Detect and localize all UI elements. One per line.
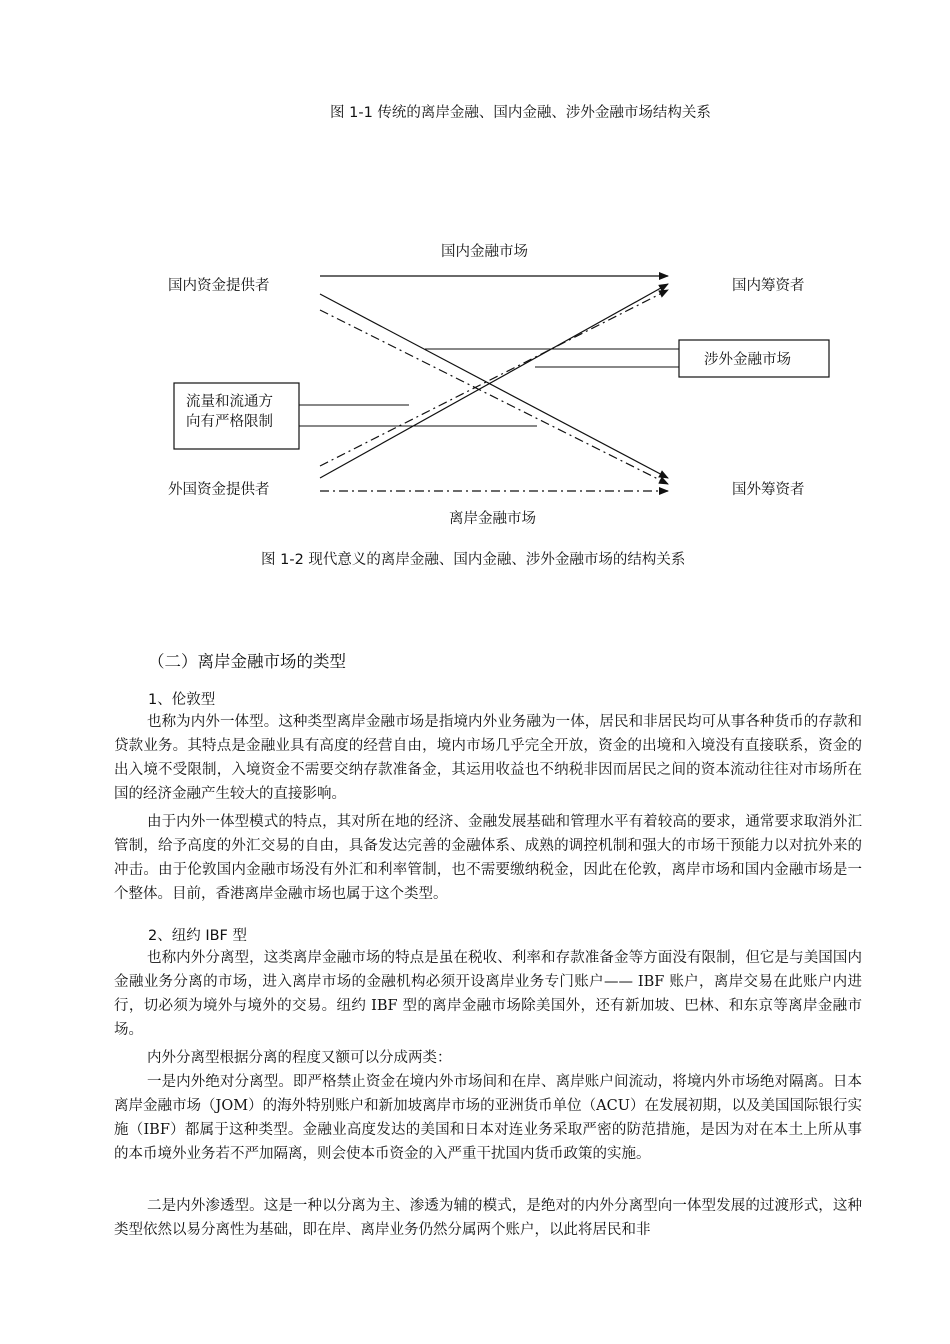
newyork-paragraph-1: 也称内外分离型，这类离岸金融市场的特点是虽在税收、利率和存款准备金等方面没有限制，但它是与美国国内金融业务分离的市场，进入离岸市场的金融机构必须开设离岸业务专门账户—— IBF 账户，离岸交易在此账户内进行，切必须为境外与境外的交易。纽约 IBF 型的离岸金融市场除美国外，还有新加坡、巴林、和东京等离岸金融市场。: [114, 950, 862, 1038]
domestic-market-label: 国内金融市场: [441, 244, 528, 260]
newyork-paragraph-4: 二是内外渗透型。这是一种以分离为主、渗透为辅的模式，是绝对的内外分离型向一体型发展的过渡形式，这种类型依然以易分离性为基础，即在岸、离岸业务仍然分属两个账户，以此将居民和非: [114, 1198, 862, 1238]
solid-arrow-foreign-to-domestic: [320, 284, 668, 478]
section-title: （二）离岸金融市场的类型: [148, 652, 346, 671]
figure-1-2-caption: 图 1-2 现代意义的离岸金融、国内金融、涉外金融市场的结构关系: [261, 552, 686, 568]
figure-1-1-caption: 图 1-1 传统的离岸金融、国内金融、涉外金融市场结构关系: [330, 105, 711, 121]
newyork-paragraph-3: 一是内外绝对分离型。即严格禁止资金在境内外市场间和在岸、离岸账户间流动，将境内外市场绝对隔离。日本离岸金融市场（JOM）的海外特别账户和新加坡离岸市场的亚洲货币单位（ACU）在发展初期，以及美国国际银行实施（IBF）都属于这种类型。金融业高度发达的美国和日本对连业务采取严密的防范措施，是因为对在本土上所从事的本币境外业务若不严加隔离，则会使本币资金的入严重干扰国内货币政策的实施。: [114, 1074, 862, 1162]
foreign-borrower-label: 国外筹资者: [732, 482, 805, 498]
london-paragraph-2: 由于内外一体型模式的特点，其对所在地的经济、金融发展基础和管理水平有着较高的要求，通常要求取消外汇管制，给予高度的外汇交易的自由，具备发达完善的金融体系、成熟的调控机制和强大的市场干预能力以对抗外来的冲击。由于伦敦国内金融市场没有外汇和利率管制，也不需要缴纳税金，因此在伦敦，离岸市场和国内金融市场是一个整体。目前，香港离岸金融市场也属于这个类型。: [114, 814, 862, 902]
offshore-market-label: 离岸金融市场: [449, 511, 536, 527]
london-heading: 1、伦敦型: [148, 692, 216, 708]
london-paragraph-1: 也称为内外一体型。这种类型离岸金融市场是指境内外业务融为一体，居民和非居民均可从事各种货币的存款和贷款业务。其特点是金融业具有高度的经营自由，境内市场几乎完全开放，资金的出境和入境没有直接联系，资金的出入境不受限制，入境资金不需要交纳存款准备金，其运用收益也不纳税非因而居民之间的资本流动往往对市场所在国的经济金融产生较大的直接影响。: [114, 714, 862, 802]
newyork-heading: 2、纽约 IBF 型: [148, 928, 248, 944]
market-structure-diagram: [0, 0, 950, 600]
restriction-label-line2: 向有严格限制: [186, 414, 273, 430]
solid-arrow-domestic-to-foreign: [320, 294, 668, 478]
dashdot-arrow-domestic-to-foreign: [320, 310, 668, 484]
restriction-label-line1: 流量和流通方: [186, 394, 273, 410]
dashdot-arrow-foreign-to-domestic: [320, 290, 668, 466]
foreign-market-label: 涉外金融市场: [704, 352, 791, 368]
newyork-paragraph-2: 内外分离型根据分离的程度又额可以分成两类：: [147, 1050, 452, 1066]
domestic-borrower-label: 国内筹资者: [732, 278, 805, 294]
domestic-supplier-label: 国内资金提供者: [168, 278, 270, 294]
foreign-supplier-label: 外国资金提供者: [168, 482, 270, 498]
